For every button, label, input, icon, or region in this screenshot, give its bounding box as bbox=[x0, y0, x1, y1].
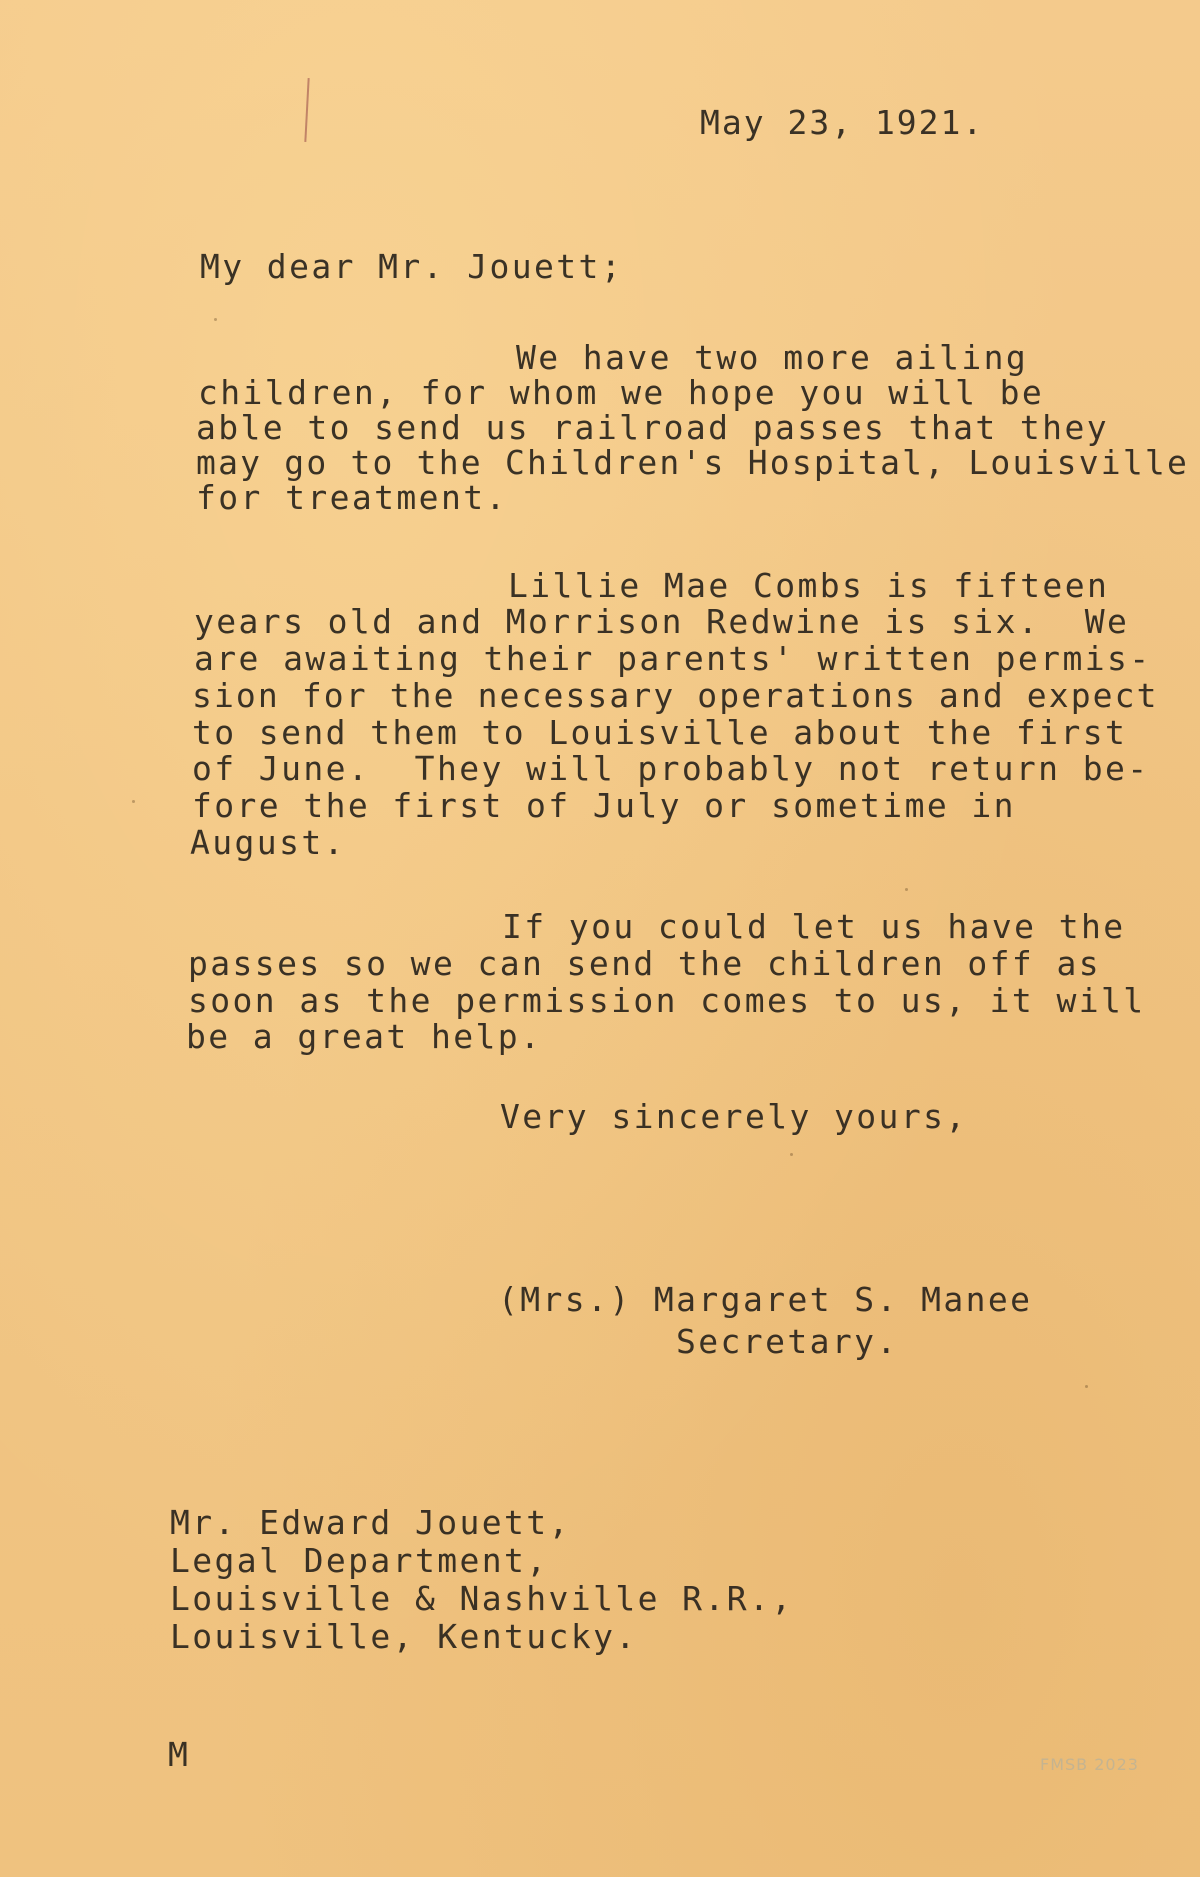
paper-speck bbox=[214, 318, 217, 321]
paragraph-line: to send them to Louisville about the first bbox=[192, 713, 1128, 752]
paragraph-line: Lillie Mae Combs is fifteen bbox=[508, 566, 1110, 605]
address-line: Mr. Edward Jouett, bbox=[170, 1503, 571, 1542]
address-line: Louisville & Nashville R.R., bbox=[170, 1579, 794, 1618]
signature-name: (Mrs.) Margaret S. Manee bbox=[498, 1280, 1033, 1319]
paragraph-line: be a great help. bbox=[186, 1017, 543, 1056]
paragraph-line: years old and Morrison Redwine is six. We bbox=[194, 602, 1130, 641]
paragraph-line: sion for the necessary operations and expect bbox=[192, 676, 1159, 715]
closing: Very sincerely yours, bbox=[500, 1097, 968, 1136]
pencil-mark bbox=[304, 78, 309, 142]
paper-speck bbox=[905, 888, 908, 891]
paragraph-line: If you could let us have the bbox=[502, 907, 1126, 946]
paragraph-line: able to send us railroad passes that they bbox=[196, 408, 1109, 447]
paper-speck bbox=[1085, 1385, 1088, 1388]
address-line: Louisville, Kentucky. bbox=[170, 1617, 638, 1656]
archive-stamp: FMSB 2023 bbox=[1040, 1755, 1139, 1774]
salutation: My dear Mr. Jouett; bbox=[200, 247, 624, 286]
typist-initials: M bbox=[168, 1735, 191, 1774]
paragraph-line: passes so we can send the children off as bbox=[188, 944, 1101, 983]
signature-title: Secretary. bbox=[676, 1322, 899, 1361]
address-line: Legal Department, bbox=[170, 1541, 549, 1580]
paper-speck bbox=[132, 800, 135, 803]
paragraph-line: are awaiting their parents' written permis- bbox=[194, 639, 1152, 678]
paragraph-line: of June. They will probably not return be- bbox=[192, 749, 1150, 788]
letter-date: May 23, 1921. bbox=[700, 103, 985, 142]
paragraph-line: We have two more ailing bbox=[516, 338, 1029, 377]
paragraph-line: may go to the Children's Hospital, Louisville bbox=[196, 443, 1190, 482]
paper-speck bbox=[790, 1153, 793, 1156]
paragraph-line: soon as the permission comes to us, it will bbox=[188, 981, 1146, 1020]
paragraph-line: August. bbox=[190, 823, 346, 862]
paragraph-line: children, for whom we hope you will be bbox=[198, 373, 1045, 412]
paragraph-line: for treatment. bbox=[196, 478, 508, 517]
paragraph-line: fore the first of July or sometime in bbox=[192, 786, 1016, 825]
